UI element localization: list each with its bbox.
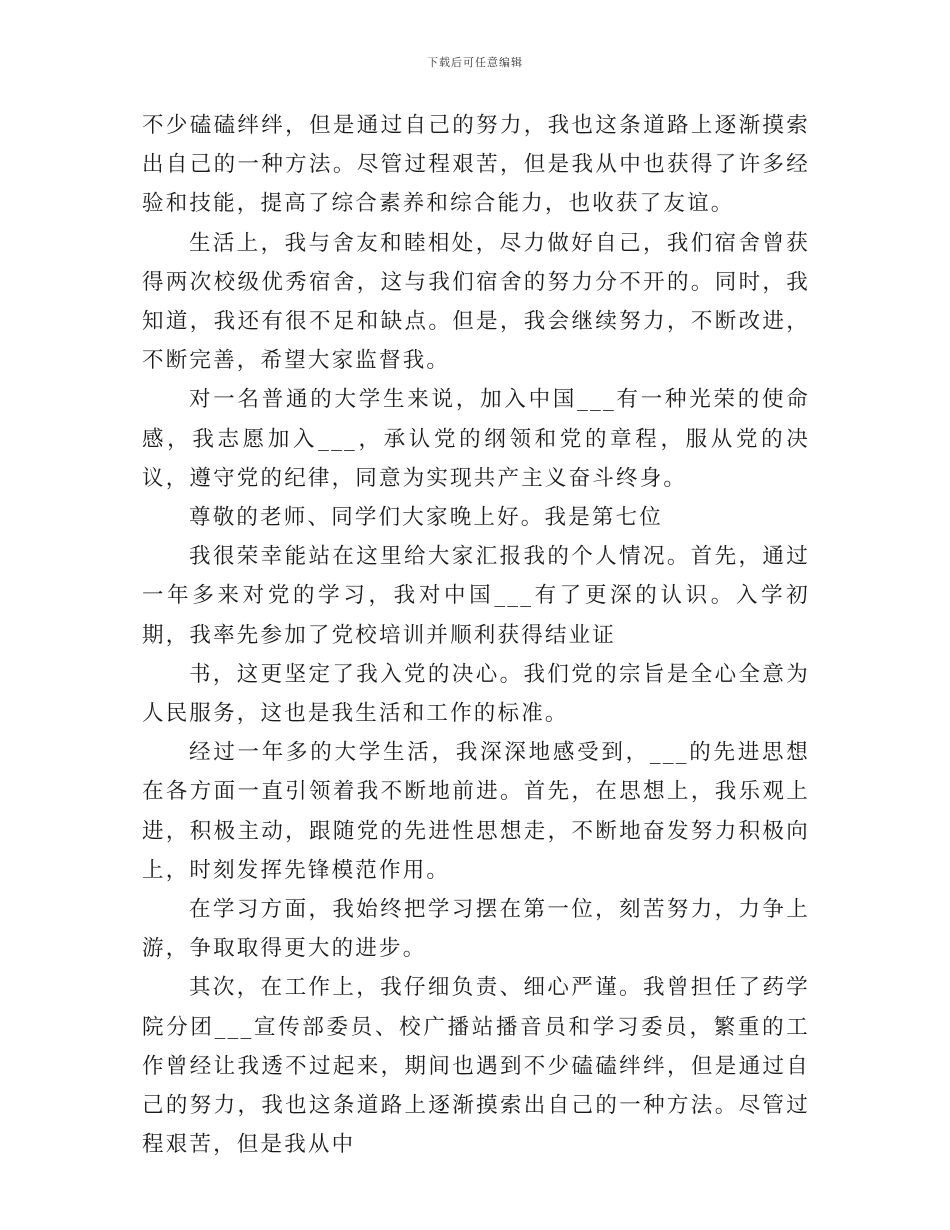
page-header: 下载后可任意编辑 <box>427 56 523 69</box>
paragraph-5: 我很荣幸能站在这里给大家汇报我的个人情况。首先，通过一年多来对党的学习，我对中国___有了更深的认识。入学初期，我率先参加了党校培训并顺利获得结业证 <box>142 544 810 648</box>
document-body <box>142 106 810 1164</box>
paragraph-3: 对一名普通的大学生来说，加入中国___有一种光荣的使命感，我志愿加入___，承认党的纲领和党的章程，服从党的决议，遵守党的纪律，同意为实现共产主义奋斗终身。 <box>142 387 810 491</box>
paragraph-1: 不少磕磕绊绊，但是通过自己的努力，我也这条道路上逐渐摸索出自己的一种方法。尽管过程艰苦，但是我从中也获得了许多经验和技能，提高了综合素养和综合能力，也收获了友谊。 <box>142 113 810 217</box>
paragraph-9: 其次，在工作上，我仔细负责、细心严谨。我曾担任了药学院分团___宣传部委员、校广播站播音员和学习委员，繁重的工作曾经让我透不过起来，期间也遇到不少磕磕绊绊，但是通过自己的努力，我也这条道路上逐渐摸索出自己的一种方法。尽管过程艰苦，但是我从中 <box>142 975 810 1158</box>
paragraph-8: 在学习方面，我始终把学习摆在第一位，刻苦努力，力争上游，争取取得更大的进步。 <box>142 897 810 962</box>
paragraph-4: 尊敬的老师、同学们大家晚上好。我是第七位 <box>189 505 664 531</box>
paragraph-2: 生活上，我与舍友和睦相处，尽力做好自己，我们宿舍曾获得两次校级优秀宿舍，这与我们宿舍的努力分不开的。同时，我知道，我还有很不足和缺点。但是，我会继续努力，不断改进，不断完善，希望大家监督我。 <box>142 230 810 374</box>
paragraph-7: 经过一年多的大学生活，我深深地感受到，___的先进思想在各方面一直引领着我不断地前进。首先，在思想上，我乐观上进，积极主动，跟随党的先进性思想走，不断地奋发努力积极向上，时刻发挥先锋模范作用。 <box>142 740 810 883</box>
paragraph-6: 书，这更坚定了我入党的决心。我们党的宗旨是全心全意为人民服务，这也是我生活和工作的标准。 <box>142 661 810 727</box>
